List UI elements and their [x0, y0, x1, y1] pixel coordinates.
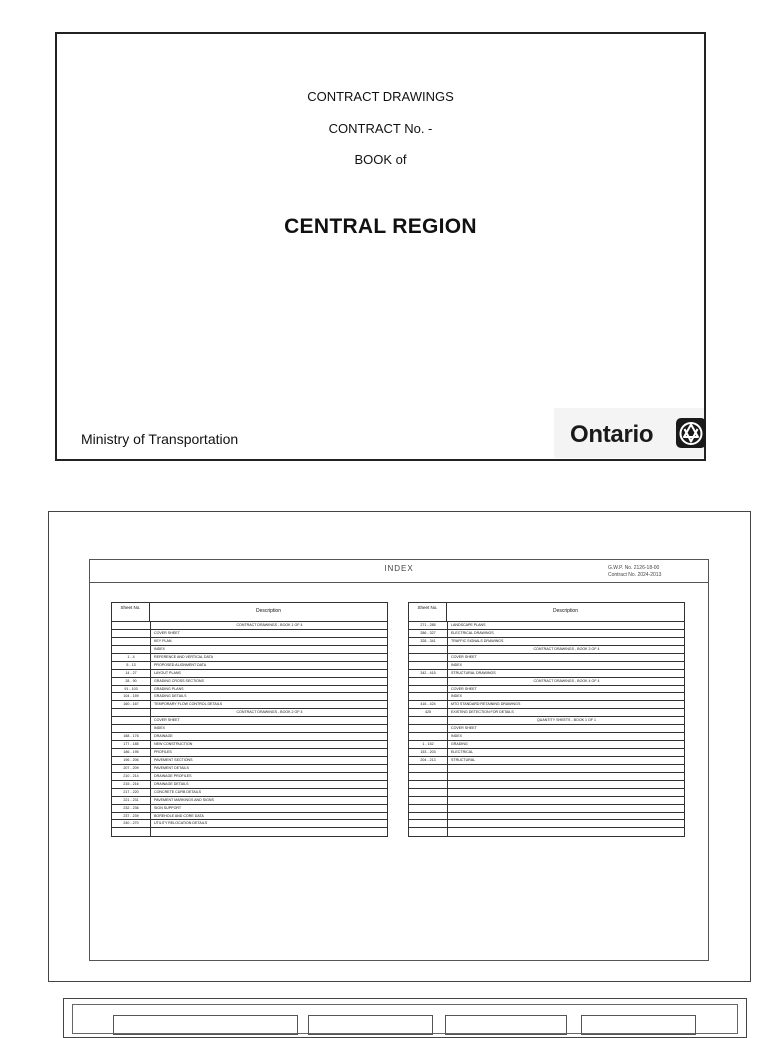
sheet-number-cell — [409, 765, 448, 772]
table-row — [409, 717, 684, 725]
sheet-no-header: Sheet No. — [409, 603, 447, 621]
table-row — [409, 622, 684, 630]
contract-number-line: CONTRACT No. - — [328, 121, 433, 136]
description-cell: COVER SHEET — [451, 686, 477, 691]
table-row — [112, 773, 387, 781]
table-row — [409, 733, 684, 741]
table-row — [112, 678, 387, 686]
table-row — [112, 654, 387, 662]
table-row — [409, 741, 684, 749]
sheet-number-cell — [409, 646, 448, 653]
sheet-number-cell: 153 - 203 — [409, 749, 448, 756]
description-cell: PAVEMENT MARKINGS AND SIGNS — [154, 797, 214, 802]
table-row — [409, 749, 684, 757]
table-row — [409, 662, 684, 670]
index-page — [48, 511, 751, 982]
table-row — [112, 789, 387, 797]
description-cell: EXISTING DETECTION FOR DETAILS — [451, 710, 514, 715]
description-cell: INDEX — [451, 694, 462, 699]
table-row — [112, 630, 387, 638]
sheet-number-cell — [112, 717, 151, 724]
next-page-frame — [72, 1004, 738, 1034]
sheet-number-cell: 91 - 103 — [112, 686, 151, 693]
description-cell: ELECTRICAL — [451, 750, 474, 754]
table-row — [112, 646, 387, 654]
table-row — [112, 622, 387, 630]
sheet-number-cell: 168 - 176 — [112, 733, 151, 740]
sheet-number-cell: 217 - 220 — [112, 789, 151, 796]
index-table-left — [111, 602, 388, 837]
table-row — [409, 828, 684, 836]
sheet-number-cell — [409, 733, 448, 740]
description-cell: INDEX — [451, 734, 462, 739]
sheet-number-cell: 416 - 424 — [409, 701, 448, 708]
table-row — [409, 678, 684, 686]
sheet-number-cell: 210 - 214 — [112, 773, 151, 780]
sheet-number-cell: 328 - 341 — [409, 638, 448, 645]
description-cell: BOREHOLE AND CORE DATA — [154, 813, 204, 818]
description-cell: PROPOSED ALIGNMENT DATA — [154, 662, 207, 667]
description-cell: LAYOUT PLANS — [154, 670, 181, 675]
sheet-number-cell — [409, 781, 448, 788]
description-cell: NEW CONSTRUCTION — [154, 742, 193, 747]
description-cell: TRAFFIC SIGNALS DRAWINGS — [451, 638, 504, 643]
index-table-right — [408, 602, 685, 837]
description-cell: CONTRACT DRAWINGS - BOOK 1 OF 4 — [236, 623, 303, 627]
sheet-number-cell: 5 - 13 — [112, 662, 151, 669]
ontario-logo — [554, 408, 704, 458]
trillium-icon — [676, 418, 706, 448]
description-cell: INDEX — [154, 726, 165, 731]
description-cell: COVER SHEET — [154, 718, 180, 723]
sheet-number-cell — [409, 717, 448, 724]
sheet-number-cell: 1 - 152 — [409, 741, 448, 748]
sheet-number-cell: 160 - 167 — [112, 701, 151, 708]
sheet-header — [90, 560, 708, 583]
table-row — [112, 725, 387, 733]
table-row — [409, 701, 684, 709]
table-row — [409, 813, 684, 821]
table-row — [112, 781, 387, 789]
description-cell: STRUCTURAL — [451, 757, 476, 762]
table-row — [112, 686, 387, 694]
description-header: Description — [255, 608, 281, 614]
sheet-number-cell — [409, 693, 448, 700]
table-row — [112, 765, 387, 773]
description-cell: CONCRETE CURB DETAILS — [154, 789, 202, 794]
table-row — [409, 757, 684, 765]
table-row — [112, 805, 387, 813]
sheet-number-cell — [409, 678, 448, 685]
table-row — [112, 662, 387, 670]
drawing-panel — [308, 1015, 433, 1035]
table-row — [409, 805, 684, 813]
description-header: Description — [552, 608, 578, 614]
table-row — [409, 654, 684, 662]
table-row — [409, 773, 684, 781]
sheet-number-cell: 286 - 327 — [409, 630, 448, 637]
table-row — [112, 717, 387, 725]
sheet-number-cell — [409, 820, 448, 827]
description-cell: GRADING — [451, 742, 468, 747]
sheet-number-cell — [409, 725, 448, 732]
description-cell: SIGN SUPPORT — [154, 805, 182, 810]
table-row — [409, 765, 684, 773]
table-row — [112, 709, 387, 717]
description-cell: CONTRACT DRAWINGS - BOOK 4 OF 4 — [533, 678, 600, 683]
contract-number: Contract No. 2024-2013 — [608, 572, 662, 578]
table-row — [112, 638, 387, 646]
description-cell: LANDSCAPE PLANS — [451, 623, 486, 627]
table-row — [112, 733, 387, 741]
table-row — [409, 781, 684, 789]
description-cell: CONTRACT DRAWINGS - BOOK 3 OF 4 — [533, 646, 600, 651]
description-cell: MTO STANDARD RETAINING DRAWINGS — [451, 702, 521, 707]
sheet-number-cell: 342 - 415 — [409, 670, 448, 677]
sheet-number-cell — [409, 805, 448, 812]
description-cell: INDEX — [154, 646, 165, 651]
sheet-number-cell — [409, 797, 448, 804]
drawing-panel — [113, 1015, 298, 1035]
sheet-number-cell: 221 - 231 — [112, 797, 151, 804]
book-line: BOOK of — [354, 152, 407, 167]
description-cell: REFERENCE AND VERTICAL DATA — [154, 654, 213, 659]
sheet-number-cell — [409, 662, 448, 669]
description-cell: DRAINAGE PROFILES — [154, 773, 192, 778]
table-row — [409, 725, 684, 733]
description-cell: PAVEMENT DETAILS — [154, 765, 189, 770]
table-row — [112, 757, 387, 765]
index-sheet — [89, 559, 709, 961]
sheet-number-cell: 232 - 236 — [112, 805, 151, 812]
sheet-number-cell: 204 - 213 — [409, 757, 448, 764]
description-cell: PAVEMENT SECTIONS — [154, 757, 193, 762]
sheet-number-cell: 186 - 195 — [112, 749, 151, 756]
sheet-number-cell: 28 - 90 — [112, 678, 151, 685]
description-cell: ELECTRICAL DRAWINGS — [451, 630, 494, 635]
table-row — [409, 709, 684, 717]
description-cell: DRAINAGE — [154, 734, 173, 739]
sheet-number-cell — [112, 638, 151, 645]
description-cell: STRUCTURAL DRAWINGS — [451, 670, 496, 675]
description-cell: COVER SHEET — [154, 630, 180, 635]
description-cell: TEMPORARY FLOW CONTROL DETAILS — [154, 702, 223, 707]
sheet-number-cell: 207 - 209 — [112, 765, 151, 772]
sheet-number-cell: 215 - 216 — [112, 781, 151, 788]
table-row — [409, 820, 684, 828]
drawing-panel — [445, 1015, 567, 1035]
description-cell: COVER SHEET — [451, 654, 477, 659]
sheet-number-cell — [112, 630, 151, 637]
ministry-name: Ministry of Transportation — [81, 431, 239, 447]
description-cell: GRADING CROSS SECTIONS — [154, 678, 204, 683]
title-block-meta — [608, 565, 698, 579]
sheet-number-cell — [112, 646, 151, 653]
sheet-number-cell — [112, 828, 151, 836]
description-cell: GRADING PLANS — [154, 686, 184, 691]
sheet-number-cell: 196 - 206 — [112, 757, 151, 764]
table-row — [409, 797, 684, 805]
contract-drawings-heading: CONTRACT DRAWINGS — [307, 89, 454, 104]
region-title: CENTRAL REGION — [284, 215, 477, 238]
index-title: INDEX — [384, 564, 414, 573]
table-row — [112, 828, 387, 836]
table-row — [112, 813, 387, 821]
ontario-wordmark: Ontario — [570, 421, 654, 448]
gwp-number: G.W.P. No. 2126-18-00 — [608, 565, 660, 571]
sheet-number-cell: 240 - 270 — [112, 820, 151, 827]
table-row — [112, 749, 387, 757]
description-cell: DRAINAGE DETAILS — [154, 781, 189, 786]
table-row — [409, 630, 684, 638]
sheet-number-cell: 425 — [409, 709, 448, 716]
table-row — [409, 646, 684, 654]
table-row — [409, 670, 684, 678]
table-row — [409, 686, 684, 694]
sheet-number-cell: 14 - 27 — [112, 670, 151, 677]
table-row — [112, 701, 387, 709]
sheet-number-cell — [409, 828, 448, 836]
drawing-panel — [581, 1015, 696, 1035]
table-row — [112, 741, 387, 749]
table-row — [112, 693, 387, 701]
sheet-number-cell: 237 - 239 — [112, 813, 151, 820]
table-row — [112, 797, 387, 805]
sheet-number-cell — [409, 686, 448, 693]
description-cell: KEY PLAN — [154, 638, 172, 643]
description-cell: QUANTITY SHEETS - BOOK 1 OF 1 — [536, 718, 597, 723]
description-cell: PROFILES — [154, 750, 172, 754]
cover-page — [55, 32, 706, 461]
sheet-number-cell: 271 - 285 — [409, 622, 448, 629]
table-row — [112, 670, 387, 678]
sheet-number-cell — [409, 789, 448, 796]
description-cell: COVER SHEET — [451, 726, 477, 731]
sheet-number-cell: 104 - 159 — [112, 693, 151, 700]
sheet-number-cell — [112, 709, 151, 716]
sheet-number-cell: 1 - 4 — [112, 654, 151, 661]
sheet-number-cell: 177 - 185 — [112, 741, 151, 748]
table-header — [112, 603, 387, 622]
sheet-number-cell — [409, 813, 448, 820]
table-row — [409, 789, 684, 797]
sheet-no-header: Sheet No. — [112, 603, 150, 621]
table-body — [112, 622, 387, 836]
sheet-number-cell — [112, 725, 151, 732]
table-row — [409, 638, 684, 646]
description-cell: CONTRACT DRAWINGS - BOOK 2 OF 4 — [236, 710, 303, 715]
table-row — [112, 820, 387, 828]
sheet-number-cell — [409, 654, 448, 661]
table-row — [409, 693, 684, 701]
description-cell: UTILITY RELOCATION DETAILS — [154, 821, 208, 826]
sheet-number-cell — [409, 773, 448, 780]
table-header — [409, 603, 684, 622]
sheet-number-cell — [112, 622, 151, 629]
description-cell: GRADING DETAILS — [154, 694, 187, 699]
next-page-preview — [63, 998, 747, 1038]
table-body — [409, 622, 684, 836]
description-cell: INDEX — [451, 662, 462, 667]
